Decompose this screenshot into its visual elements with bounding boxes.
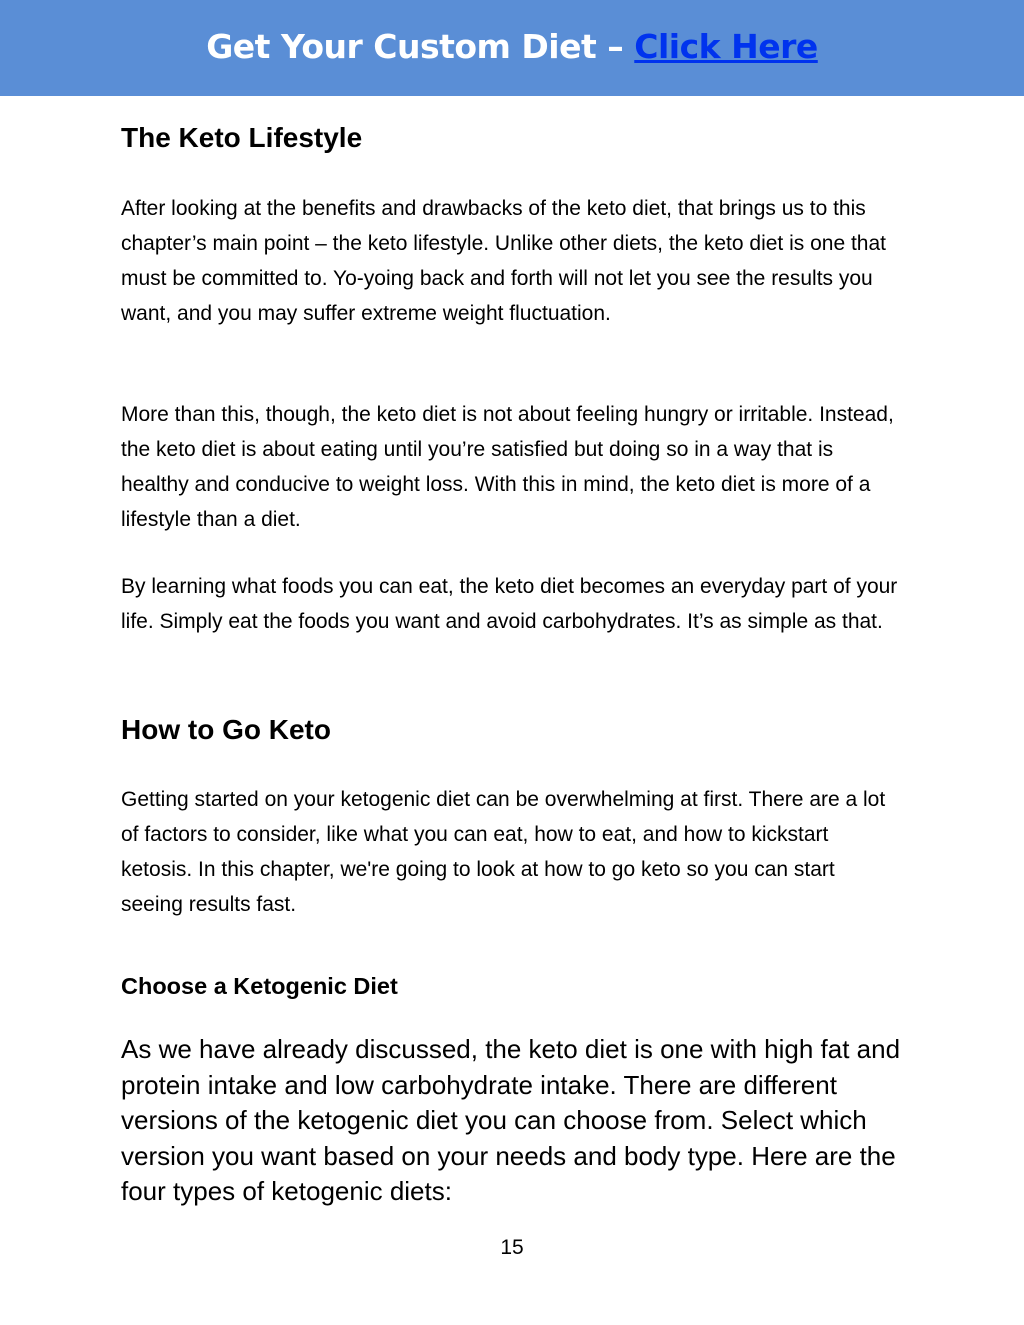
banner-text: Get Your Custom Diet –	[206, 26, 635, 66]
paragraph-how-to-go-keto: Getting started on your ketogenic diet can be overwhelming at first. There are a lot of factors to consider, like what you can eat, how to eat, and how to kickstart ketosis. In this chapter, we're going to look at how to go keto so you can start seeing results fast.	[121, 788, 886, 916]
paragraph-keto-lifestyle-3: By learning what foods you can eat, the keto diet becomes an everyday part of your life. Simply eat the foods you want and avoid carbohydrates. It’s as simple as that.	[121, 575, 898, 633]
paragraph-choose-diet: As we have already discussed, the keto diet is one with high fat and protein intake and low carbohydrate intake. There are different versions of the ketogenic diet you can choose from. Select which version you want based on your needs and body type. Here are the four types of ketogenic diets:	[121, 1034, 901, 1206]
section-heading-how-to-go-keto: How to Go Keto	[121, 714, 331, 745]
banner-title	[206, 27, 818, 66]
section-heading-keto-lifestyle: The Keto Lifestyle	[121, 122, 363, 153]
subsection-heading-choose-diet: Choose a Ketogenic Diet	[121, 973, 398, 999]
page-number: 15	[500, 1236, 524, 1259]
paragraph-keto-lifestyle-2: More than this, though, the keto diet is not about feeling hungry or irritable. Instead, the keto diet is about eating until you’re satisfied but doing so in a way that is healthy and conducive to weight loss. With this in mind, the keto diet is more of a lifestyle than a diet.	[121, 403, 894, 531]
promo-banner	[0, 0, 1024, 96]
paragraph-keto-lifestyle-1: After looking at the benefits and drawbacks of the keto diet, that brings us to this chapter’s main point – the keto lifestyle. Unlike other diets, the keto diet is one that must be committed to. Yo-yoing back and forth will not let you see the results you want, and you may suffer extreme weight fluctuation.	[121, 197, 886, 325]
click-here-link[interactable]: Click Here	[634, 26, 818, 66]
